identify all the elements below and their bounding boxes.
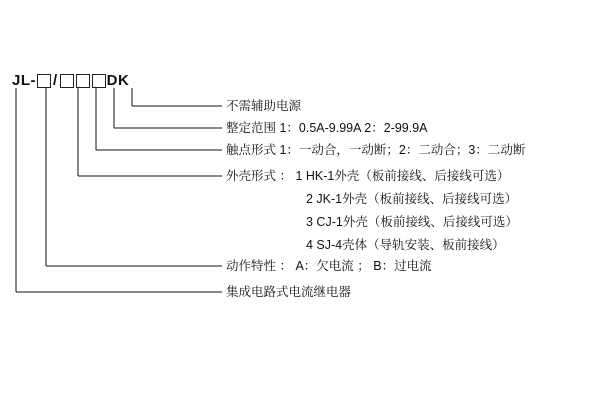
model-code-suffix: DK: [106, 72, 130, 89]
model-code-box-2: [60, 74, 74, 88]
callout-shell-3: 3 CJ-1外壳（板前接线、后接线可选）: [306, 215, 518, 229]
model-code-box-4: [92, 74, 106, 88]
model-code-prefix: JL-: [12, 72, 36, 89]
callout-shell-2: 2 JK-1外壳（板前接线、后接线可选）: [306, 192, 518, 206]
callout-device: 集成电路式电流继电器: [226, 285, 352, 299]
model-code-box-3: [76, 74, 90, 88]
callout-range: 整定范围 1：0.5A-9.99A 2：2-99.9A: [226, 121, 428, 135]
callout-action: 动作特性 ： A：欠电流 ； B：过电流: [226, 259, 432, 273]
model-code-separator: /: [53, 72, 58, 89]
callout-shell-1: 外壳形式 ： 1 HK-1外壳（板前接线、后接线可选）: [226, 169, 510, 183]
callout-power: 不需辅助电源: [226, 99, 302, 113]
model-code: [12, 72, 129, 89]
model-code-box-1: [37, 74, 51, 88]
callout-contact: 触点形式 1：一动合，一动断；2：二动合；3：二动断: [226, 143, 526, 157]
callout-shell-4: 4 SJ-4壳体（导轨安装、板前接线）: [306, 238, 505, 252]
